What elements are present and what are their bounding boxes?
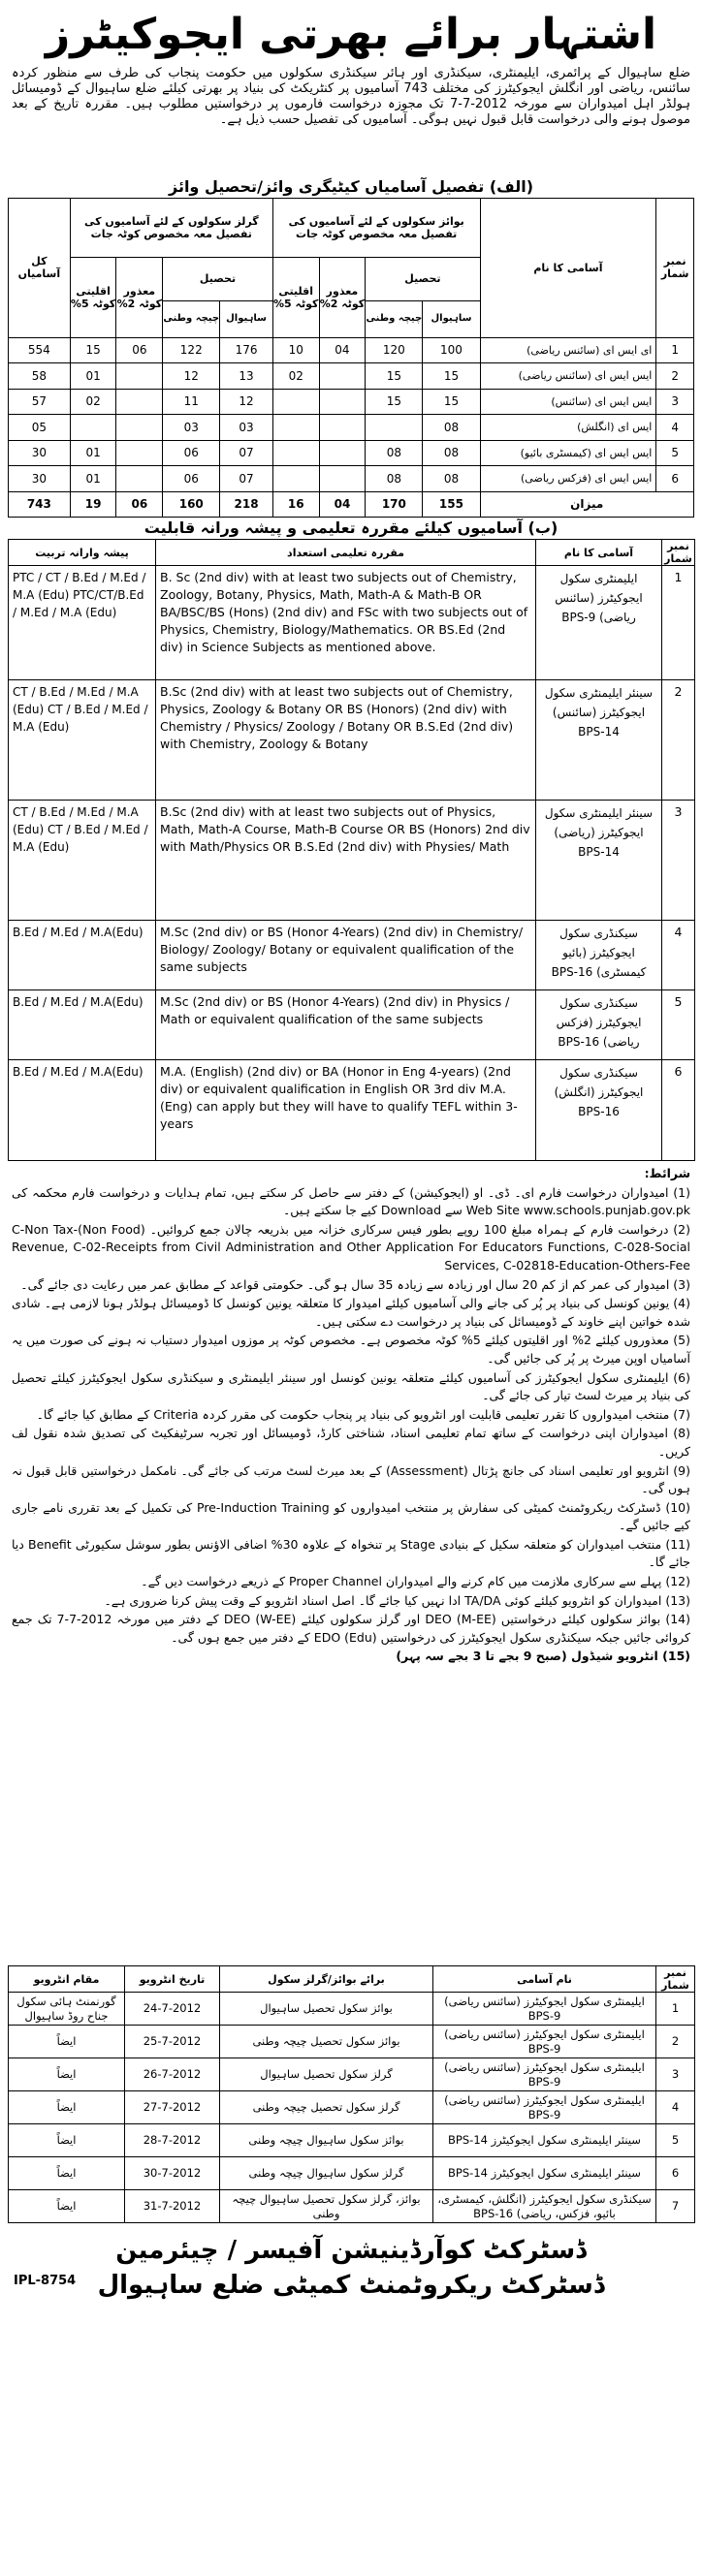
professional-training: B.Ed / M.Ed / M.A(Edu) xyxy=(9,921,156,990)
condition-item: (2) درخواست فارم کے ہمراہ مبلغ 100 روپے بطور فیس سرکاری خزانہ میں بذریعہ چالان جمع کروائیں۔ (Non Food)-C-Non Tax Revenue, C-02-Receipts from Civil Administration and Other Application For Educators Functions, C-028-Social Services, C-02818-Education-Others-Fee xyxy=(12,1221,691,1272)
vacancy-row xyxy=(9,389,694,414)
count-cell: 02 xyxy=(70,389,116,414)
total-cell: 19 xyxy=(70,491,116,518)
count-cell: 08 xyxy=(366,466,423,491)
condition-item: (6) ایلیمنٹری سکول ایجوکیٹرز کی آسامیوں کیلئے متعلقہ یونین کونسل اور سینئر ایلیمنٹری و سیکنڈری سکول ایجوکیٹرز کیلئے تحصیل کی بنیاد پر میرٹ لسٹ تیار کی جائے گی۔ xyxy=(12,1369,690,1403)
school-type: گرلز سکول تحصیل چیچہ وطنی xyxy=(220,2091,433,2124)
qualifications-table xyxy=(8,539,695,1161)
post-name: سینئر ایلیمنٹری سکول ایجوکیٹرز (سائنس) BPS-14 xyxy=(536,680,662,801)
count-cell: 07 xyxy=(220,440,273,465)
sub-sahiwal-male: ساہیوال xyxy=(423,300,480,337)
row-no: 5 xyxy=(656,440,694,465)
total-cell: 155 xyxy=(423,491,480,518)
row-no: 3 xyxy=(656,389,694,414)
ad-code: IPL-8754 xyxy=(14,2274,77,2288)
signatory-committee: ڈسٹرکٹ ریکروٹمنٹ کمیٹی ضلع ساہیوال xyxy=(97,2271,605,2300)
count-cell xyxy=(116,389,163,414)
col-no: نمبر شمار xyxy=(662,540,695,566)
school-type: بوائز، گرلز سکول تحصیل ساہیوال چیچہ وطنی xyxy=(220,2190,433,2223)
col-female: گرلز سکولوں کے لئے آسامیوں کی تفصیل معہ مخصوص کوٹہ جات xyxy=(70,199,272,258)
count-cell: 12 xyxy=(220,389,273,414)
sub-chichawatni-male: چیچہ وطنی xyxy=(366,300,423,337)
post-name: ایلیمنٹری سکول ایجوکیٹرز (سائنس ریاضی) BPS-9 xyxy=(433,1993,656,2026)
count-cell xyxy=(116,363,163,389)
condition-item: (11) منتخب امیدواران کو متعلقہ سکیل کے بنیادی Stage پر تنخواہ کے علاوہ 30% اضافی الاؤنس بطور سوشل سکیورٹی Benefit دیا جائے گا۔ xyxy=(12,1536,691,1570)
schedule-row xyxy=(9,2026,695,2058)
school-type: گرلز سکول ساہیوال چیچہ وطنی xyxy=(220,2157,433,2190)
row-total: 30 xyxy=(9,466,71,491)
interview-venue: ایضاً xyxy=(9,2091,125,2124)
post-name: ایلیمنٹری سکول ایجوکیٹرز (سائنس ریاضی) BPS-9 xyxy=(433,2026,656,2058)
condition-item: (1) امیدواران درخواست فارم ای۔ ڈی۔ او (ایجوکیشن) کے دفتر سے حاصل کر سکتے ہیں، تمام ہدایات و درخواست فارم محکمہ کی Web Site www.schools.punjab.gov.pk سے Download کیے جا سکتے ہیں۔ xyxy=(12,1184,690,1218)
row-no: 6 xyxy=(656,2157,695,2190)
interview-venue: ایضاً xyxy=(9,2157,125,2190)
post-name: سینئر ایلیمنٹری سکول ایجوکیٹرز BPS-14 xyxy=(433,2124,656,2157)
post-name: ایلیمنٹری سکول ایجوکیٹرز (سائنس ریاضی) BPS-9 xyxy=(433,2058,656,2091)
count-cell xyxy=(272,440,319,465)
signature-block xyxy=(8,2233,694,2303)
count-cell xyxy=(272,415,319,440)
col-for: برائے بوائز/گرلز سکول xyxy=(220,1966,433,1993)
count-cell: 06 xyxy=(163,466,220,491)
col-male: بوائز سکولوں کے لئے آسامیوں کی تفصیل معہ مخصوص کوٹہ جات xyxy=(272,199,480,258)
post-name: ایس ایس ای (فزکس ریاضی) xyxy=(480,466,656,491)
sub-sahiwal-female: ساہیوال xyxy=(220,300,273,337)
schedule-row xyxy=(9,2124,695,2157)
count-cell: 15 xyxy=(366,363,423,389)
count-cell: 15 xyxy=(423,389,480,414)
count-cell: 01 xyxy=(70,363,116,389)
row-total: 30 xyxy=(9,440,71,465)
total-cell: 218 xyxy=(220,491,273,518)
academic-qualification: B.Sc (2nd div) with at least two subjects out of Chemistry, Physics, Zoology & Botany OR BS (Honors) (2nd div) with Chemistry / Physics/ Zoology / Botany OR B.S.Ed (2nd div) with Chemistry, Zoology & Botany xyxy=(156,680,536,801)
qualification-row xyxy=(9,1060,695,1161)
school-type: بوائز سکول ساہیوال چیچہ وطنی xyxy=(220,2124,433,2157)
count-cell: 120 xyxy=(366,337,423,362)
post-name: سیکنڈری سکول ایجوکیٹرز (فزکس ریاضی) BPS-16 xyxy=(536,990,662,1060)
col-venue: مقام انٹرویو xyxy=(9,1966,125,1993)
interview-venue: ایضاً xyxy=(9,2026,125,2058)
count-cell xyxy=(319,466,366,491)
condition-item: (14) بوائز سکولوں کیلئے درخواستیں DEO (M-EE) اور گرلز سکولوں کیلئے DEO (W-EE) کے دفتر میں مورخہ 2012-7-7 تک جمع کروائی جائیں جبکہ سیکنڈری سکول ایجوکیٹرز کی درخواستیں EDO (Edu) کے دفتر میں جمع ہوں گی۔ xyxy=(12,1612,691,1645)
count-cell: 122 xyxy=(163,337,220,362)
professional-training: B.Ed / M.Ed / M.A(Edu) xyxy=(9,1060,156,1161)
count-cell: 03 xyxy=(163,415,220,440)
vacancy-row xyxy=(9,415,694,440)
post-name: سینئر ایلیمنٹری سکول ایجوکیٹرز BPS-14 xyxy=(433,2157,656,2190)
row-no: 4 xyxy=(656,415,694,440)
row-total: 05 xyxy=(9,415,71,440)
count-cell: 11 xyxy=(163,389,220,414)
interview-date: 30-7-2012 xyxy=(125,2157,220,2190)
count-cell xyxy=(366,415,423,440)
count-cell: 06 xyxy=(116,337,163,362)
count-cell xyxy=(319,415,366,440)
academic-qualification: M.Sc (2nd div) or BS (Honor 4-Years) (2nd div) in Chemistry/ Biology/ Zoology/ Botany or equivalent qualification of the same subjects xyxy=(156,921,536,990)
school-type: گرلز سکول تحصیل ساہیوال xyxy=(220,2058,433,2091)
condition-item: (8) امیدواران اپنی درخواست کے ساتھ تمام تعلیمی اسناد، شناختی کارڈ، ڈومیسائل اور تجربہ سرٹیفکیٹ کی تصدیق شدہ نقول لف کریں۔ xyxy=(12,1426,690,1459)
schedule-row xyxy=(9,2157,695,2190)
row-no: 1 xyxy=(662,566,695,680)
col-post: آسامی کا نام xyxy=(536,540,662,566)
count-cell: 01 xyxy=(70,466,116,491)
condition-item: (9) انٹرویو اور تعلیمی اسناد کی جانچ پڑتال (Assessment) کے بعد میرٹ لسٹ مرتب کی جائے گی۔ نامکمل درخواستیں قابل قبول نہ ہوں گی۔ xyxy=(12,1462,690,1496)
qualification-row xyxy=(9,801,695,921)
count-cell: 01 xyxy=(70,440,116,465)
count-cell: 100 xyxy=(423,337,480,362)
row-no: 3 xyxy=(656,2058,695,2091)
total-cell: 160 xyxy=(163,491,220,518)
row-no: 1 xyxy=(656,1993,695,2026)
post-name: ایس ای (انگلش) xyxy=(480,415,656,440)
vacancy-row xyxy=(9,337,694,362)
academic-qualification: B.Sc (2nd div) with at least two subjects out of Physics, Math, Math-A Course, Math-B Course OR BS (Honors) 2nd div with Math/Physics OR B.S.Ed (2nd div) with Physies/ Math xyxy=(156,801,536,921)
interview-date: 27-7-2012 xyxy=(125,2091,220,2124)
post-name: سیکنڈری سکول ایجوکیٹرز (بائیو کیمسٹری) BPS-16 xyxy=(536,921,662,990)
post-name: ایس ایس ای (سائنس ریاضی) xyxy=(480,363,656,389)
condition-item: (10) ڈسٹرکٹ ریکروٹمنٹ کمیٹی کی سفارش پر منتخب امیدواروں کو Pre-Induction Training کی تکمیل کے بعد تقرری نامے جاری کیے جائیں گے۔ xyxy=(12,1499,690,1533)
count-cell: 08 xyxy=(366,440,423,465)
row-no: 5 xyxy=(662,990,695,1060)
post-name: ایلیمنٹری سکول ایجوکیٹرز (سائنس ریاضی) BPS-9 xyxy=(536,566,662,680)
interview-venue: ایضاً xyxy=(9,2124,125,2157)
ad-title: اشتہار برائے بھرتی ایجوکیٹرز xyxy=(45,10,657,59)
col-no: نمبر شمار xyxy=(656,1966,695,1993)
vacancies-section-title: (الف) تفصیل آسامیاں کیٹیگری وائز/تحصیل وائز xyxy=(168,177,533,196)
sub-disabled-female: معذور کوٹہ 2% xyxy=(116,257,163,337)
professional-training: CT / B.Ed / M.Ed / M.A (Edu) CT / B.Ed / M.Ed / M.A (Edu) xyxy=(9,801,156,921)
qualification-row xyxy=(9,680,695,801)
vacancy-row xyxy=(9,363,694,389)
col-date: تاریخ انٹرویو xyxy=(125,1966,220,1993)
row-no: 6 xyxy=(656,466,694,491)
ad-intro: ضلع ساہیوال کے پرائمری، ایلیمنٹری، سیکنڈری اور ہائر سیکنڈری سکولوں میں حکومت پنجاب کی طرف سے منظور کردہ سائنس، ریاضی اور انگلش ایجوکیٹرز کی مختلف 743 آسامیوں پر کنٹریکٹ کی بنیاد پر بھرتی کیلئے ضلع ساہیوال کے ڈومیسائل ہولڈر اہل امیدواران سے مورخہ 2012-7-7 تک مجوزہ درخواست فارموں پر درخواستیں مطلوب ہیں۔ مقررہ تاریخ کے بعد موصول ہونے والی درخواست قابل قبول نہیں ہوگی۔ آسامیوں کی تفصیل حسب ذیل ہے۔ xyxy=(12,66,690,127)
count-cell xyxy=(116,466,163,491)
count-cell: 15 xyxy=(70,337,116,362)
col-professional: پیشہ وارانہ تربیت xyxy=(9,540,156,566)
schedule-row xyxy=(9,2091,695,2124)
count-cell: 06 xyxy=(163,440,220,465)
row-total: 57 xyxy=(9,389,71,414)
row-no: 6 xyxy=(662,1060,695,1161)
condition-item: (3) امیدوار کی عمر کم از کم 20 سال اور زیادہ سے زیادہ 35 سال ہو گی۔ حکومتی قواعد کے مطابق عمر میں رعایت دی جائے گی۔ xyxy=(20,1276,690,1292)
row-no: 2 xyxy=(662,680,695,801)
schedule-row xyxy=(9,2190,695,2223)
total-cell: 04 xyxy=(319,491,366,518)
interview-venue: ایضاً xyxy=(9,2058,125,2091)
post-name: سینئر ایلیمنٹری سکول ایجوکیٹرز (ریاضی) BPS-14 xyxy=(536,801,662,921)
row-no: 1 xyxy=(656,337,694,362)
qualification-row xyxy=(9,566,695,680)
row-total: 554 xyxy=(9,337,71,362)
total-cell: 06 xyxy=(116,491,163,518)
grand-total: 743 xyxy=(9,491,71,518)
interview-date: 28-7-2012 xyxy=(125,2124,220,2157)
post-name: ایلیمنٹری سکول ایجوکیٹرز (سائنس ریاضی) BPS-9 xyxy=(433,2091,656,2124)
post-name: سیکنڈری سکول ایجوکیٹرز (انگلش) BPS-16 xyxy=(536,1060,662,1161)
schedule-label: (15) انٹرویو شیڈول (صبح 9 بجے تا 3 بجے سہ پہر) xyxy=(396,1649,690,1664)
sub-tehsil-male: تحصیل xyxy=(366,257,480,300)
count-cell: 15 xyxy=(423,363,480,389)
signatory-title: ڈسٹرکٹ کوآرڈینیشن آفیسر / چیئرمین xyxy=(115,2236,587,2265)
vacancy-row xyxy=(9,466,694,491)
total-label: میزان xyxy=(480,491,694,518)
count-cell: 13 xyxy=(220,363,273,389)
count-cell: 03 xyxy=(220,415,273,440)
total-cell: 170 xyxy=(366,491,423,518)
vacancies-table xyxy=(8,198,694,518)
qualification-row xyxy=(9,990,695,1060)
row-no: 3 xyxy=(662,801,695,921)
interview-date: 25-7-2012 xyxy=(125,2026,220,2058)
post-name: ایس ایس ای (کیمسٹری بائیو) xyxy=(480,440,656,465)
row-no: 4 xyxy=(662,921,695,990)
conditions-block xyxy=(8,1161,694,1965)
condition-item: (13) امیدواران کو انٹرویو کیلئے کوئی TA/DA ادا نہیں کیا جائے گا۔ اصل اسناد انٹرویو کے وقت پیش کرنا ضروری ہے۔ xyxy=(104,1592,690,1608)
vacancy-row xyxy=(9,440,694,465)
interview-date: 26-7-2012 xyxy=(125,2058,220,2091)
school-type: بوائز سکول تحصیل چیچہ وطنی xyxy=(220,2026,433,2058)
post-name: ای ایس ای (سائنس ریاضی) xyxy=(480,337,656,362)
sub-minority-male: اقلیتی کوٹہ 5% xyxy=(272,257,319,337)
row-no: 4 xyxy=(656,2091,695,2124)
vacancies-header-row xyxy=(9,199,694,258)
count-cell: 15 xyxy=(366,389,423,414)
interview-date: 24-7-2012 xyxy=(125,1993,220,2026)
count-cell: 02 xyxy=(272,363,319,389)
academic-qualification: M.A. (English) (2nd div) or BA (Honor in Eng 4-years) (2nd div) or equivalent qualification in English OR 3rd div M.A. (Eng) can apply but they will have to qualify TEFL within 3-years xyxy=(156,1060,536,1161)
row-no: 5 xyxy=(656,2124,695,2157)
count-cell: 176 xyxy=(220,337,273,362)
qualifications-header-row xyxy=(9,540,695,566)
total-cell: 16 xyxy=(272,491,319,518)
qualification-row xyxy=(9,921,695,990)
count-cell: 04 xyxy=(319,337,366,362)
count-cell: 08 xyxy=(423,440,480,465)
qualifications-section-title: (ب) آسامیوں کیلئے مقررہ تعلیمی و پیشہ ورانہ قابلیت xyxy=(144,518,558,537)
count-cell: 08 xyxy=(423,415,480,440)
count-cell xyxy=(116,415,163,440)
conditions-heading: شرائط: xyxy=(644,1166,690,1180)
schedule-header-row xyxy=(9,1966,695,1993)
col-post: آسامی کا نام xyxy=(480,199,656,338)
sub-minority-female: اقلیتی کوٹہ 5% xyxy=(70,257,116,337)
condition-item: (5) معذوروں کیلئے 2% اور اقلیتوں کیلئے 5% کوٹہ مخصوص ہے۔ مخصوص کوٹہ پر موزوں امیدوار دستیاب نہ ہونے کی صورت میں یہ آسامیاں اوپن میرٹ پر پُر کی جائیں گی۔ xyxy=(12,1333,690,1366)
row-no: 2 xyxy=(656,363,694,389)
count-cell: 12 xyxy=(163,363,220,389)
row-no: 2 xyxy=(656,2026,695,2058)
professional-training: B.Ed / M.Ed / M.A(Edu) xyxy=(9,990,156,1060)
post-name: ایس ایس ای (سائنس) xyxy=(480,389,656,414)
row-total: 58 xyxy=(9,363,71,389)
col-total: کل آسامیاں xyxy=(9,199,71,338)
schedule-table xyxy=(8,1965,695,2223)
academic-qualification: M.Sc (2nd div) or BS (Honor 4-Years) (2nd div) in Physics / Math or equivalent qualification of the same subjects xyxy=(156,990,536,1060)
interview-date: 31-7-2012 xyxy=(125,2190,220,2223)
count-cell xyxy=(319,389,366,414)
count-cell xyxy=(70,415,116,440)
schedule-row xyxy=(9,2058,695,2091)
vacancies-total-row xyxy=(9,491,694,518)
count-cell xyxy=(116,440,163,465)
count-cell: 10 xyxy=(272,337,319,362)
sub-tehsil-female: تحصیل xyxy=(163,257,273,300)
sub-chichawatni-female: چیچہ وطنی xyxy=(163,300,220,337)
count-cell xyxy=(272,466,319,491)
condition-item: (7) منتخب امیدواروں کا تقرر تعلیمی قابلیت اور انٹرویو کی بنیاد پر پنجاب حکومت کی مقرر کردہ Criteria کے مطابق کیا جائے گا۔ xyxy=(36,1406,690,1422)
count-cell: 07 xyxy=(220,466,273,491)
count-cell xyxy=(272,389,319,414)
professional-training: CT / B.Ed / M.Ed / M.A (Edu) CT / B.Ed / M.Ed / M.A (Edu) xyxy=(9,680,156,801)
count-cell xyxy=(319,363,366,389)
col-academic: مقررہ تعلیمی استعداد xyxy=(156,540,536,566)
academic-qualification: B. Sc (2nd div) with at least two subjects out of Chemistry, Zoology, Botany, Physics, Math, Math-A & Math-B OR BA/BSC/BS (Hons) (2nd div) and FSc with two subjects out of Physics, Chemistry, Biology/Mathematics. OR BS.Ed (2nd div) in Science Subjects as mentioned above. xyxy=(156,566,536,680)
count-cell: 08 xyxy=(423,466,480,491)
col-post: نام آسامی xyxy=(433,1966,656,1993)
count-cell xyxy=(319,440,366,465)
sub-disabled-male: معذور کوٹہ 2% xyxy=(319,257,366,337)
post-name: سیکنڈری سکول ایجوکیٹرز (انگلش، کیمسٹری، بائیو، فزکس، ریاضی) BPS-16 xyxy=(433,2190,656,2223)
interview-venue: ایضاً xyxy=(9,2190,125,2223)
professional-training: PTC / CT / B.Ed / M.Ed / M.A (Edu) PTC/CT/B.Ed / M.Ed / M.A (Edu) xyxy=(9,566,156,680)
schedule-row xyxy=(9,1993,695,2026)
row-no: 7 xyxy=(656,2190,695,2223)
condition-item: (12) پہلے سے سرکاری ملازمت میں کام کرنے والے امیدواران Proper Channel کے ذریعے درخواست دیں گے۔ xyxy=(141,1574,690,1589)
col-no: نمبر شمار xyxy=(656,199,694,338)
school-type: بوائز سکول تحصیل ساہیوال xyxy=(220,1993,433,2026)
interview-venue: گورنمنٹ ہائی سکول جناح روڈ ساہیوال xyxy=(9,1993,125,2026)
condition-item: (4) یونین کونسل کی بنیاد پر پُر کی جانے والی آسامیوں کیلئے امیدوار کا متعلقہ یونین کونسل کا ڈومیسائل ہولڈر ہونا لازمی ہے۔ شادی شدہ خواتین اپنے خاوند کے ڈومیسائل کی بنیاد پر درخواست دے سکتی ہیں۔ xyxy=(12,1296,690,1329)
